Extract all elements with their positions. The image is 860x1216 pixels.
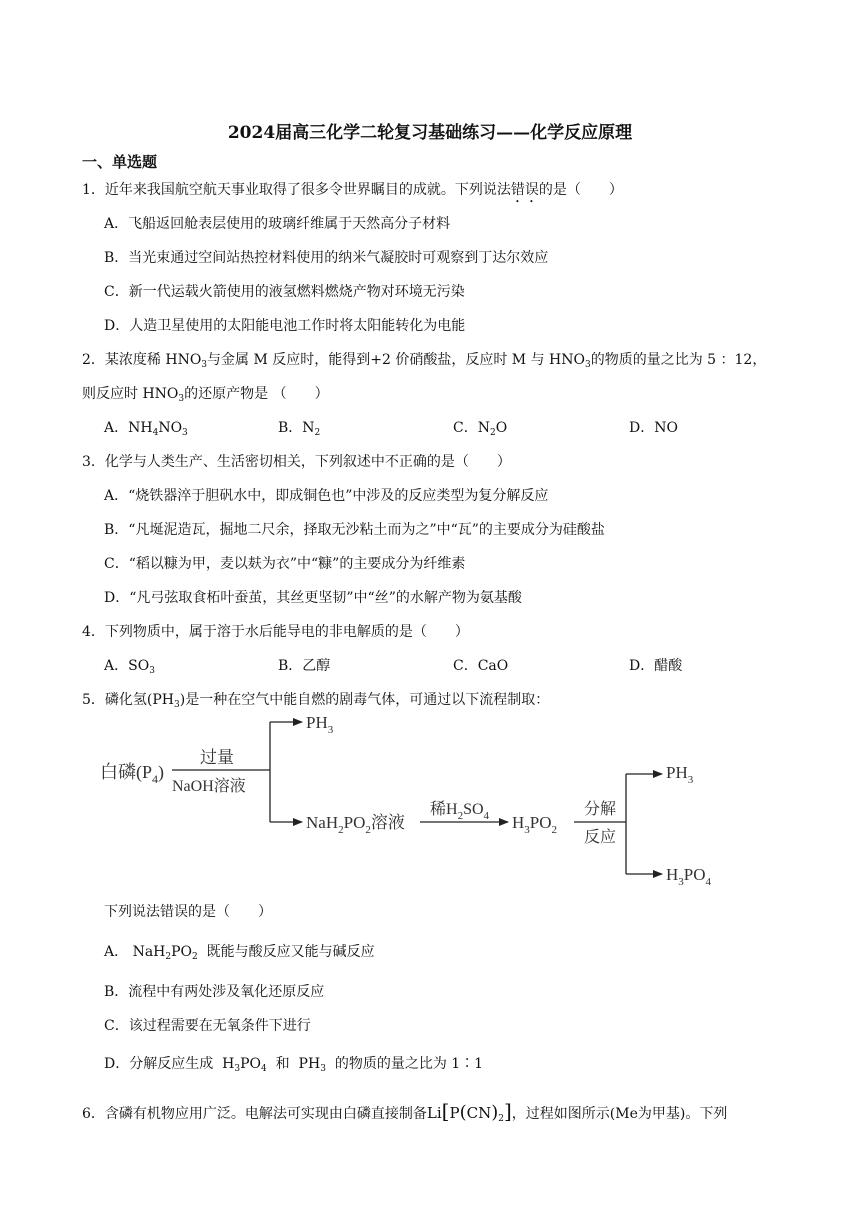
nah2po2-solution: $NaH_2PO_2$溶液	[306, 813, 405, 836]
q5-sub: 2	[165, 952, 172, 962]
q5-opt-text: D．分解反应生成	[104, 1056, 214, 1072]
question-6-stem	[82, 1099, 727, 1123]
q3-option-b: B．“凡埏泥造瓦，掘地二尺余，择取无沙粘土而为之”中“瓦”的主要成分为硅酸盐	[104, 522, 605, 538]
q5-sub: 4	[261, 1064, 267, 1074]
q5-sub: 3	[320, 1064, 326, 1074]
q1-stem-part: 1．近年来我国航空航天事业取得了很多令世界瞩目的成就。下列说法	[82, 182, 511, 198]
q5-formula: PO	[171, 944, 193, 960]
q5-formula: PO	[240, 1056, 261, 1072]
q3-option-c: C．“稻以糠为甲，麦以麸为衣”中“糠”的主要成分为纤维素	[104, 556, 466, 572]
h3po4-product: $H_3PO_4$	[666, 865, 712, 888]
q6-formula-part: Li	[426, 1104, 442, 1122]
q5-sub-question: 下列说法错误的是（ ）	[104, 904, 272, 920]
condition-excess: 过量	[200, 748, 234, 767]
q6-text: ，过程如图所示(	[511, 1106, 616, 1122]
q2-text: 2．某浓度稀 HNO	[82, 352, 202, 368]
q2-sub: 3	[201, 360, 208, 370]
q2-text: 则反应时 HNO	[82, 386, 179, 402]
q5-opt-text: 和	[275, 1056, 290, 1072]
flow-diagram	[96, 708, 736, 894]
q6-text: 为甲基)。下列	[637, 1106, 728, 1122]
q2-opt-sub: 2	[314, 428, 321, 438]
q4-option-a	[104, 655, 155, 675]
q2-opt-text: A．NH	[104, 420, 153, 436]
q6-formula-part: P	[449, 1104, 460, 1122]
q1-stem-end: 的是（ ）	[538, 182, 623, 198]
q6-formula: $Li[P(CN)_2]$	[426, 1099, 512, 1124]
q1-option-d: D．人造卫星使用的太阳能电池工作时将太阳能转化为电能	[104, 318, 466, 334]
q1-option-a: A．飞船返回舱表层使用的玻璃纤维属于天然高分子材料	[104, 216, 451, 232]
q2-option-b	[278, 417, 320, 437]
question-2-line1	[82, 349, 766, 369]
q6-text: Me	[615, 1106, 638, 1122]
q5-option-b: B．流程中有两处涉及氧化还原反应	[104, 984, 325, 1000]
q2-opt-text: B．N	[278, 420, 315, 436]
q1-emphasis: 错误	[510, 182, 539, 198]
q2-option-c	[453, 417, 507, 437]
q3-option-a: A．“烧铁器淬于胆矾水中，即成铜色也”中涉及的反应类型为复分解反应	[104, 488, 549, 504]
ph3-product-right: $PH_3$	[666, 763, 694, 786]
q6-sub: 2	[498, 1114, 504, 1124]
q2-opt-text: C．N	[453, 420, 490, 436]
q6-formula-part: CN	[466, 1104, 492, 1122]
h3po2-label: $H_3PO_2$	[512, 813, 558, 836]
q5-formula: PH	[298, 1056, 321, 1072]
q5-formula: NaH	[132, 944, 166, 960]
q2-text: 的物质的量之比为 5 ：12，	[590, 352, 767, 368]
section-heading: 一、单选题	[82, 153, 158, 171]
q2-opt-text: NO	[158, 420, 183, 436]
q4-opt-text: A．SO	[104, 658, 150, 674]
q5-sub: 3	[174, 700, 180, 710]
q5-option-a	[104, 941, 375, 961]
q5-formula: H	[222, 1056, 235, 1072]
q5-opt-text: 既能与酸反应又能与碱反应	[206, 944, 375, 960]
q3-option-d: D．“凡弓弦取食柘叶蚕茧，其丝更坚韧”中“丝”的水解产物为氨基酸	[104, 590, 522, 606]
q2-sub: 3	[178, 394, 185, 404]
q2-option-a	[104, 417, 188, 437]
q5-option-d	[104, 1053, 483, 1073]
q2-opt-sub: 4	[152, 428, 159, 438]
q5-opt-text: A．	[104, 944, 129, 960]
q4-option-c: C．CaO	[453, 658, 509, 674]
q2-sub: 3	[584, 360, 591, 370]
condition-naoh: NaOH溶液	[172, 778, 246, 795]
dilute-h2so4-label: 稀$H_2SO_4$	[430, 801, 490, 822]
q2-text: 的还原产物是 （ ）	[184, 386, 329, 402]
q4-option-d: D．醋酸	[629, 658, 683, 674]
decomposition-top: 分解	[584, 801, 617, 818]
q5-option-c: C．该过程需要在无氧条件下进行	[104, 1018, 311, 1034]
q2-opt-sub: 3	[182, 428, 188, 438]
question-2-line2	[82, 383, 329, 403]
q1-option-b: B．当光束通过空间站热控材料使用的纳米气凝胶时可观察到丁达尔效应	[104, 250, 549, 266]
q4-option-b: B．乙醇	[278, 658, 331, 674]
question-4-stem: 4．下列物质中，属于溶于水后能导电的非电解质的是（ ）	[82, 624, 469, 640]
q5-sub: 2	[192, 952, 198, 962]
q2-opt-text: O	[495, 420, 508, 436]
q2-option-d: D．NO	[629, 420, 678, 436]
white-phosphorus-label: 白磷$(P_4)$	[100, 762, 165, 786]
q1-option-c: C．新一代运载火箭使用的液氢燃料燃烧产物对环境无污染	[104, 284, 465, 300]
q5-text: )是一种在空气中能自燃的剧毒气体，可通过以下流程制取：	[179, 692, 550, 708]
q2-text: 与金属 M 反应时，能得到+2 价硝酸盐，反应时 M 与 HNO	[207, 352, 585, 368]
decomposition-bottom: 反应	[584, 829, 617, 846]
question-1-stem	[82, 179, 623, 206]
q5-sub: 3	[234, 1064, 241, 1074]
page-title: 2024届高三化学二轮复习基础练习——化学反应原理	[227, 123, 633, 143]
q6-text: 6．含磷有机物应用广泛。电解法可实现由白磷直接制备	[82, 1106, 427, 1122]
q4-opt-sub: 3	[149, 666, 155, 676]
question-5-stem	[82, 689, 549, 709]
question-3-stem: 3．化学与人类生产、生活密切相关，下列叙述中不正确的是（ ）	[82, 454, 511, 470]
q2-opt-sub: 2	[489, 428, 496, 438]
ph3-product-top: $PH_3$	[306, 713, 334, 736]
q5-text: 5．磷化氢(PH	[82, 692, 174, 708]
q5-opt-text: 的物质的量之比为 1∶1	[334, 1056, 484, 1072]
